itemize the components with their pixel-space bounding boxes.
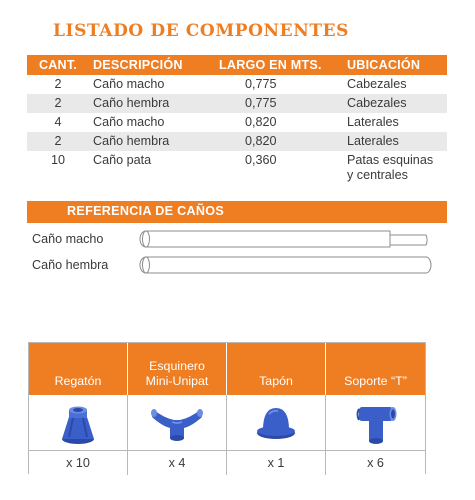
cell-location: Cabezales [343, 94, 447, 113]
header-description: DESCRIPCIÓN [89, 55, 211, 75]
table-row [27, 75, 447, 94]
piece-qty: x 1 [227, 451, 326, 475]
pipe-label-macho: Caño macho [32, 232, 104, 246]
location-line-1: Patas esquinas [347, 153, 434, 167]
cell-location: Laterales [343, 132, 447, 151]
piece-qty: x 6 [326, 451, 425, 475]
cell-qty: 2 [54, 77, 62, 91]
table-row [27, 132, 447, 151]
table-row [27, 94, 447, 113]
location-line-2: y centrales [347, 168, 408, 182]
header-length: LARGO EN MTS. [211, 55, 343, 75]
piece-image-cell [29, 395, 128, 451]
tapon-icon [253, 400, 299, 446]
soporte-t-icon [353, 399, 399, 447]
piece-image-cell [128, 395, 227, 451]
cell-location: Laterales [347, 115, 399, 129]
pipe-label-hembra: Caño hembra [32, 258, 109, 272]
piece-name-line-2: Mini-Unipat [145, 374, 209, 388]
piece-name-tapon: Tapón [227, 343, 326, 395]
cell-description: Caño macho [93, 115, 165, 129]
cell-description: Caño hembra [89, 94, 211, 113]
piece-name-soporte: Soporte “T” [326, 343, 425, 395]
cell-length: 0,360 [245, 153, 277, 167]
cell-qty: 10 [50, 153, 65, 167]
cell-length: 0,775 [245, 77, 277, 91]
piece-image-cell [326, 395, 425, 451]
regaton-icon [55, 400, 101, 446]
cell-qty: 4 [54, 115, 62, 129]
cell-length: 0,820 [211, 132, 343, 151]
cell-location [343, 151, 447, 187]
table-row [27, 151, 447, 187]
cell-location: Cabezales [347, 77, 407, 91]
pipe-reference-title: REFERENCIA DE CAÑOS [67, 204, 225, 218]
female-pipe-icon [138, 255, 436, 275]
cell-description: Caño macho [93, 77, 165, 91]
header-qty: CANT. [27, 55, 89, 75]
pipe-reference-header [27, 201, 447, 223]
esquinero-icon [150, 400, 204, 446]
cell-length: 0,775 [211, 94, 343, 113]
cell-qty: 2 [27, 94, 89, 113]
piece-name-line-1: Esquinero [149, 359, 205, 373]
cell-qty: 2 [27, 132, 89, 151]
piece-qty: x 4 [128, 451, 227, 475]
table-header-row [27, 55, 447, 75]
piece-name-esquinero [128, 343, 227, 395]
piece-qty: x 10 [29, 451, 128, 475]
piece-image-cell [227, 395, 326, 451]
cell-length: 0,820 [245, 115, 277, 129]
page-title: LISTADO DE COMPONENTES [53, 21, 350, 41]
table-row [27, 113, 447, 132]
male-pipe-icon [138, 229, 436, 249]
header-location: UBICACIÓN [343, 55, 447, 75]
components-table [27, 55, 447, 187]
piece-name-regaton: Regatón [29, 343, 128, 395]
pieces-grid [28, 342, 426, 474]
cell-description: Caño hembra [89, 132, 211, 151]
cell-description: Caño pata [93, 153, 152, 167]
